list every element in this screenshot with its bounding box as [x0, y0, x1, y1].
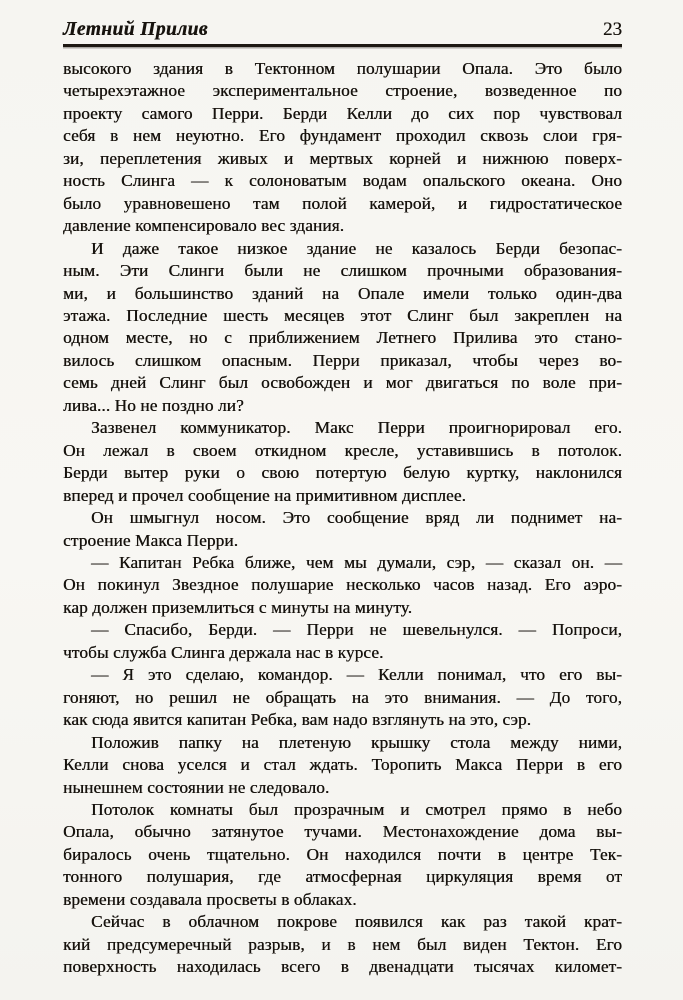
text-line: Опала, обычно затянутое тучами. Местонахождение дома вы- — [63, 822, 622, 842]
text-line: — Капитан Ребка ближе, чем мы думали, сэр, — сказал он. — — [91, 552, 622, 572]
running-title: Летний Прилив — [63, 19, 208, 40]
text-line: себя в нем неуютно. Его фундамент проходил сквозь слои гря- — [63, 126, 622, 146]
paragraph — [63, 58, 622, 238]
paragraph — [63, 552, 622, 619]
text-line: поверхность находилась всего в двенадцати тысячах километ- — [63, 957, 622, 977]
text-line: зи, переплетения живых и мертвых корней и нижнюю поверх- — [63, 148, 622, 168]
text-line: Келли снова уселся и стал ждать. Торопить Макса Перри в его — [63, 755, 622, 775]
text-line: строение Макса Перри. — [63, 530, 239, 550]
text-line: семь дней Слинг был освобожден и мог двигаться по воле при- — [63, 373, 622, 393]
text-line: давление компенсировало вес здания. — [63, 216, 345, 236]
text-line: вилось слишком опасным. Перри приказал, чтобы через во- — [63, 350, 622, 370]
text-line: одном месте, но с приближением Летнего Прилива это стано- — [63, 328, 622, 348]
paragraph — [63, 417, 622, 507]
text-line: — Спасибо, Берди. — Перри не шевельнулся. — Попроси, — [91, 620, 622, 640]
text-line: нынешнем состоянии не следовало. — [63, 777, 330, 797]
text-line: Зазвенел коммуникатор. Макс Перри проигнорировал его. — [91, 418, 622, 438]
text-line: ным. Эти Слинги были не слишком прочными образования- — [63, 261, 622, 281]
text-line: Он шмыгнул носом. Это сообщение вряд ли поднимет на- — [91, 508, 622, 528]
text-line: этажа. Последние шесть месяцев этот Слинг был закреплен на — [63, 305, 622, 325]
paragraph — [63, 799, 622, 911]
page-content — [63, 0, 622, 979]
text-line: высокого здания в Тектонном полушарии Опала. Это было — [63, 59, 622, 78]
text-line: Сейчас в облачном покрове появился как раз такой крат- — [91, 912, 622, 932]
text-line: вперед и прочел сообщение на примитивном дисплее. — [63, 485, 466, 505]
paragraph — [63, 238, 622, 418]
text-line: кар должен приземлиться с минуты на минуту. — [63, 597, 413, 617]
text-line: проекту самого Перри. Берди Келли до сих пор чувствовал — [63, 103, 622, 123]
text-line: — Я это сделаю, командор. — Келли понимал, что его вы- — [91, 665, 622, 685]
page-header — [63, 0, 622, 41]
text-line: как сюда явится капитан Ребка, вам надо взглянуть на это, сэр. — [63, 710, 532, 730]
text-line: Берди вытер руки о свою потертую белую куртку, наклонился — [63, 463, 622, 483]
text-line: лива... Но не поздно ли? — [63, 395, 244, 415]
text-line: Потолок комнаты был прозрачным и смотрел прямо в небо — [91, 799, 622, 819]
text-line: ми, и большинство зданий на Опале имели только один-два — [63, 283, 622, 303]
paragraph — [63, 732, 622, 799]
paragraph — [63, 664, 622, 731]
text-line: гоняют, но решил не обращать на это внимания. — До того, — [63, 687, 622, 707]
text-line: времени создавала просветы в облаках. — [63, 889, 357, 909]
text-line: тонного полушария, где атмосферная циркуляция время от — [63, 867, 622, 887]
text-line: биралось очень тщательно. Он находился почти в центре Тек- — [63, 844, 622, 864]
text-line: Он покинул Звездное полушарие несколько часов назад. Его аэро- — [63, 575, 622, 595]
text-line: чтобы служба Слинга держала нас в курсе. — [63, 642, 384, 662]
paragraph — [63, 619, 622, 664]
text-line: четырехэтажное экспериментальное строение, возведенное по — [63, 81, 622, 101]
page-number: 23 — [603, 19, 622, 40]
paragraph — [63, 911, 622, 978]
header-rule — [63, 44, 622, 47]
paragraph — [63, 507, 622, 552]
text-line: Он лежал в своем откидном кресле, уставившись в потолок. — [63, 440, 622, 460]
text-line: И даже такое низкое здание не казалось Берди безопас- — [91, 238, 622, 258]
text-line: было уравновешено там полой камерой, и гидростатическое — [63, 193, 622, 213]
text-line: ность Слинга — к солоноватым водам опальского океана. Оно — [63, 171, 622, 191]
text-line: кий предсумеречный разрыв, и в нем был виден Тектон. Его — [63, 934, 622, 954]
text-line: Положив папку на плетеную крышку стола между ними, — [91, 732, 622, 752]
page-body — [63, 58, 622, 979]
